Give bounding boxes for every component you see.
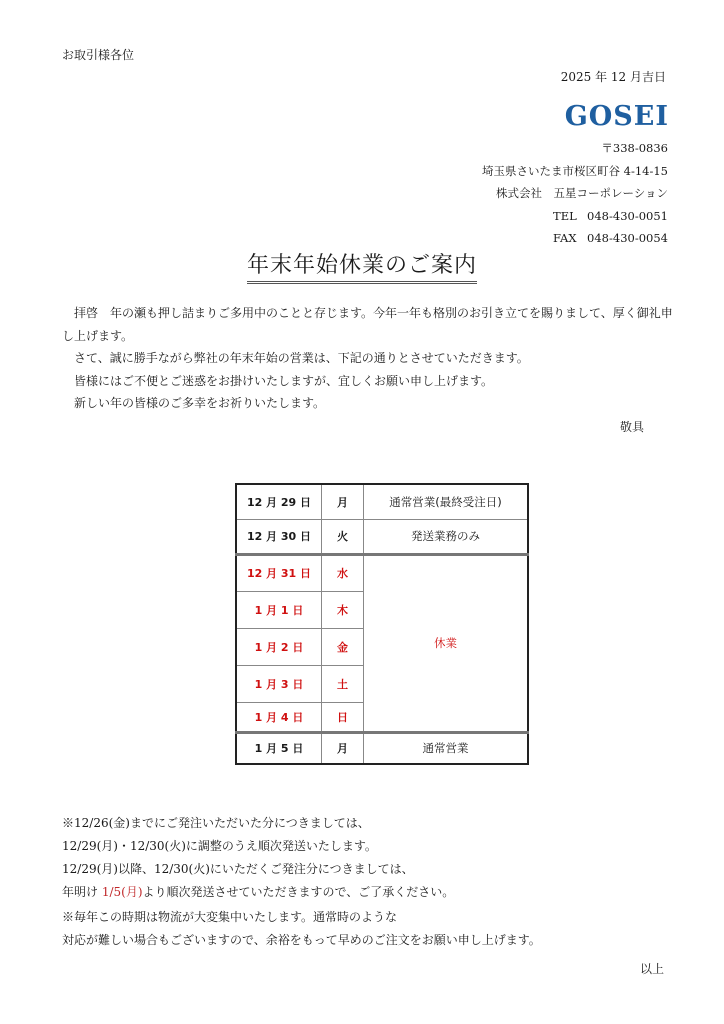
page-title: 年末年始休業のご案内 — [247, 248, 477, 284]
note-text: 年明け — [62, 885, 102, 899]
company-logo: GOSEI — [564, 101, 669, 132]
body-paragraph-1: 拝啓 年の瀬も押し詰まりご多用中のことと存じます。今年一年も格別のお引き立てを賜りまして、厚く御礼申し上げます。 — [62, 306, 673, 343]
note-line: ※12/26(金)までにご発注いただいた分につきましては、 — [62, 816, 370, 830]
day-cell: 月 — [322, 484, 364, 519]
holiday-schedule-table — [235, 483, 529, 765]
tel-number: 048-430-0051 — [587, 208, 668, 223]
closing-keigu: 敬具 — [619, 420, 644, 434]
company-name: 株式会社 五星コーポレーション — [495, 186, 668, 200]
logistics-notes — [62, 906, 541, 952]
date-cell: 1 月 3 日 — [236, 665, 322, 702]
resume-date-highlight: 1/5(月) — [101, 885, 143, 899]
issue-date: 2025 年 12 月吉日 — [560, 70, 666, 84]
note-text: より順次発送させていただきますので、ご了承ください。 — [142, 885, 455, 899]
day-cell: 金 — [322, 628, 364, 665]
closing-ijo: 以上 — [639, 962, 664, 976]
body-paragraph-2: さて、誠に勝手ながら弊社の年末年始の営業は、下記の通りとさせていただきます。 — [74, 351, 529, 365]
company-fax — [482, 227, 668, 250]
addressee: お取引様各位 — [62, 48, 135, 62]
tel-label: TEL — [553, 208, 577, 223]
company-tel — [482, 205, 668, 228]
date-cell: 1 月 5 日 — [236, 732, 322, 764]
status-cell: 通常営業(最終受注日) — [364, 484, 529, 519]
title-container — [0, 248, 724, 284]
day-cell: 水 — [322, 554, 364, 591]
status-cell: 発送業務のみ — [364, 519, 529, 554]
day-cell: 木 — [322, 591, 364, 628]
note-line: 12/29(月)以降、12/30(火)にいただくご発注分につきましては、 — [62, 862, 414, 876]
shipping-notes — [62, 812, 454, 904]
postal-code: 〒338-0836 — [601, 141, 668, 155]
day-cell: 月 — [322, 732, 364, 764]
table-row — [236, 484, 528, 519]
date-cell: 12 月 31 日 — [236, 554, 322, 591]
status-cell: 通常営業 — [364, 732, 529, 764]
table-row — [236, 519, 528, 554]
body-paragraph-4: 新しい年の皆様のご多幸をお祈りいたします。 — [74, 396, 326, 410]
table-row — [236, 554, 528, 591]
date-cell: 1 月 1 日 — [236, 591, 322, 628]
company-address: 埼玉県さいたま市桜区町谷 4-14-15 — [481, 163, 668, 178]
day-cell: 日 — [322, 702, 364, 732]
body-paragraph-3: 皆様にはご不便とご迷惑をお掛けいたしますが、宜しくお願い申し上げます。 — [74, 373, 494, 388]
note-line: 12/29(月)・12/30(火)に調整のうえ順次発送いたします。 — [62, 839, 377, 853]
note-line — [62, 881, 454, 904]
table-row — [236, 732, 528, 764]
letter-body — [62, 302, 682, 415]
note-line: 対応が難しい場合もございますので、余裕をもって早めのご注文をお願い申し上げます。 — [62, 933, 541, 947]
holiday-status-cell: 休業 — [364, 554, 529, 732]
day-cell: 火 — [322, 519, 364, 554]
note-line: ※毎年この時期は物流が大変集中いたします。通常時のような — [62, 910, 398, 924]
date-cell: 1 月 2 日 — [236, 628, 322, 665]
day-cell: 土 — [322, 665, 364, 702]
fax-label: FAX — [553, 231, 577, 245]
date-cell: 12 月 30 日 — [236, 519, 322, 554]
fax-number: 048-430-0054 — [587, 231, 668, 245]
date-cell: 12 月 29 日 — [236, 484, 322, 519]
company-info — [482, 137, 668, 250]
date-cell: 1 月 4 日 — [236, 702, 322, 732]
